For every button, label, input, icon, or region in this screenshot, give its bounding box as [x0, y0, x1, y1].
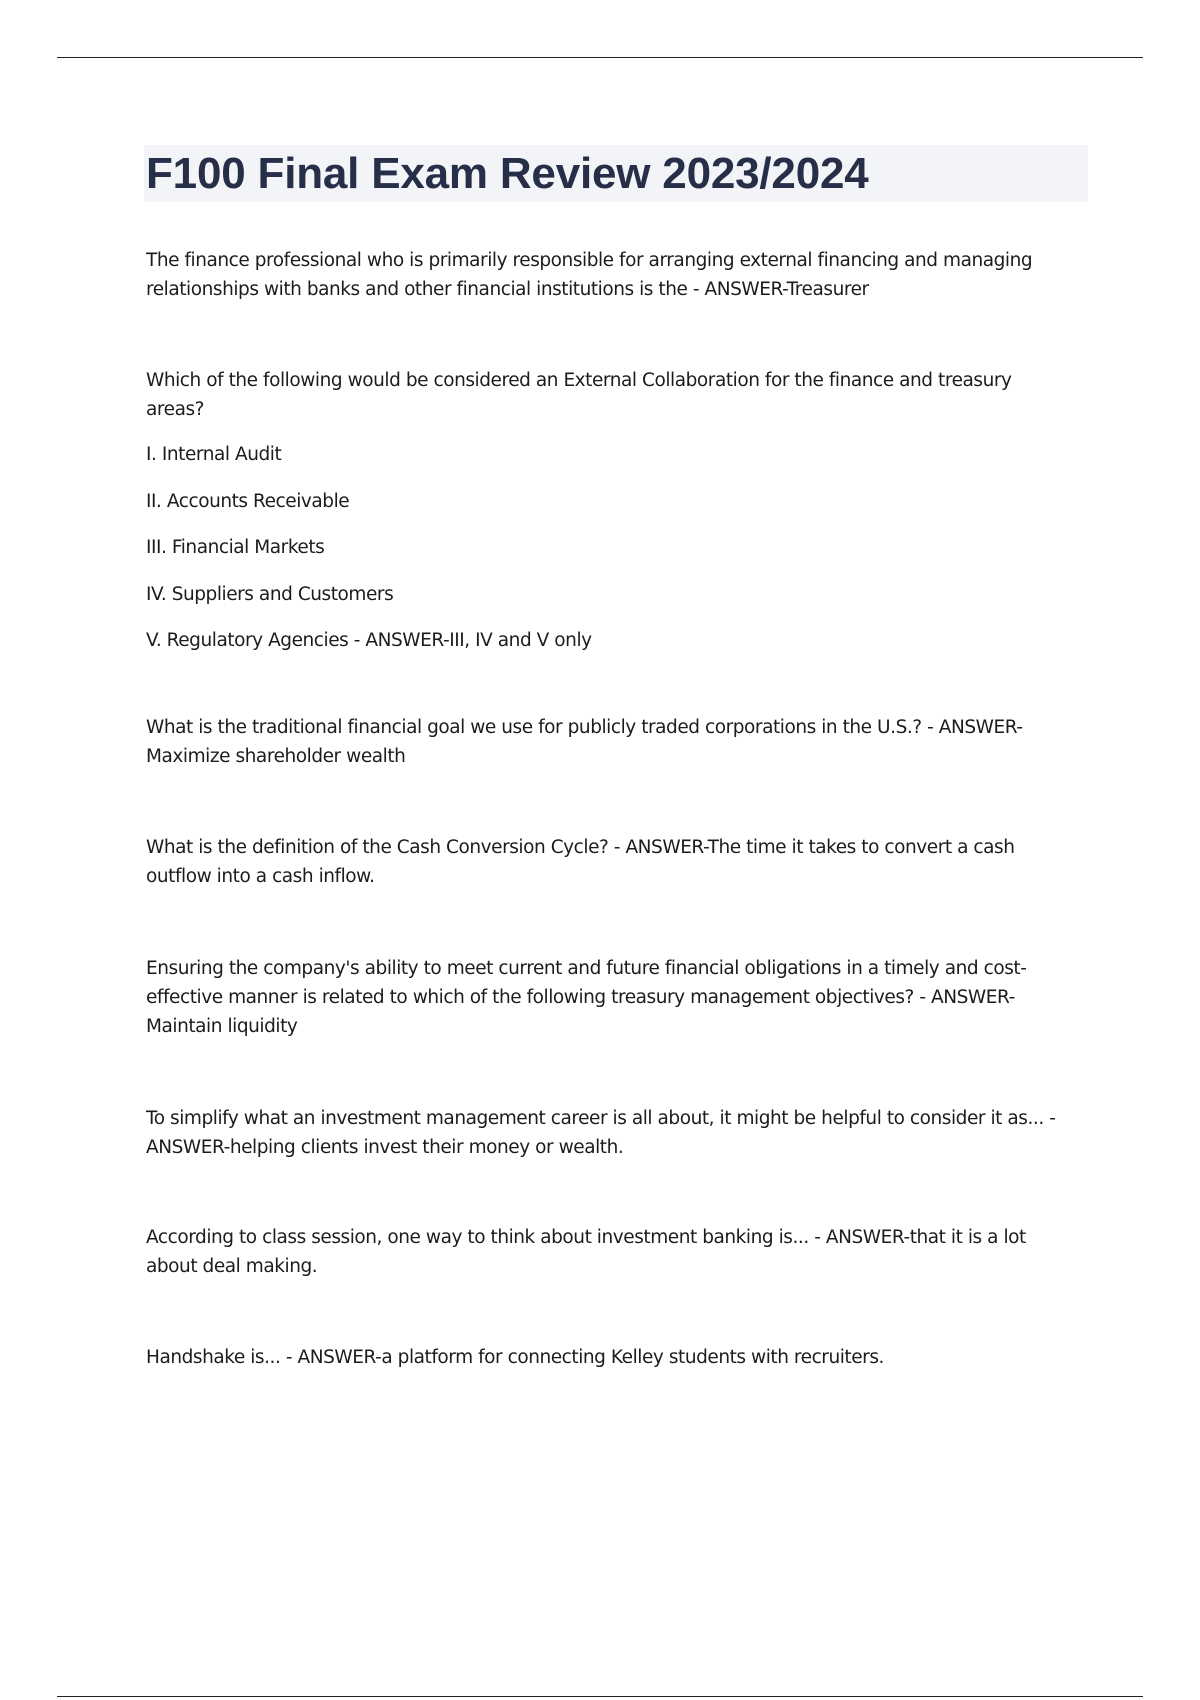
option-v-with-answer: V. Regulatory Agencies - ANSWER-III, IV and V only: [146, 630, 592, 651]
document-title: F100 Final Exam Review 2023/2024: [146, 149, 869, 198]
qa-item-3: What is the traditional financial goal we use for publicly traded corporations in the U.S.? - ANSWER-Maximize shareholder wealth: [146, 717, 1023, 767]
option-iii: III. Financial Markets: [146, 537, 325, 558]
qa-item-5: Ensuring the company's ability to meet current and future financial obligations in a timely and cost-effective manner is related to which of the following treasury management objectives? - ANSWER-Maintain liquidity: [146, 958, 1027, 1037]
qa-item-4: What is the definition of the Cash Conversion Cycle? - ANSWER-The time it takes to convert a cash outflow into a cash inflow.: [146, 837, 1015, 887]
option-ii: II. Accounts Receivable: [146, 490, 350, 512]
qa-item-2-options: [146, 440, 1066, 673]
header-rule: [57, 57, 1143, 58]
footer-rule: [57, 1696, 1143, 1697]
qa-item-7: According to class session, one way to think about investment banking is... - ANSWER-that it is a lot about deal making.: [146, 1227, 1026, 1277]
qa-item-2: Which of the following would be considered an External Collaboration for the finance and treasury areas?: [146, 370, 1012, 420]
option-i: I. Internal Audit: [146, 444, 282, 465]
qa-item-6: To simplify what an investment management career is all about, it might be helpful to consider it as... - ANSWER-helping clients invest their money or wealth.: [146, 1108, 1056, 1158]
qa-item-1: The finance professional who is primarily responsible for arranging external financing and managing relationships with banks and other financial institutions is the - ANSWER-Treasurer: [146, 250, 1033, 300]
option-iv: IV. Suppliers and Customers: [146, 583, 394, 605]
qa-item-8: Handshake is... - ANSWER-a platform for connecting Kelley students with recruiters.: [146, 1347, 884, 1368]
